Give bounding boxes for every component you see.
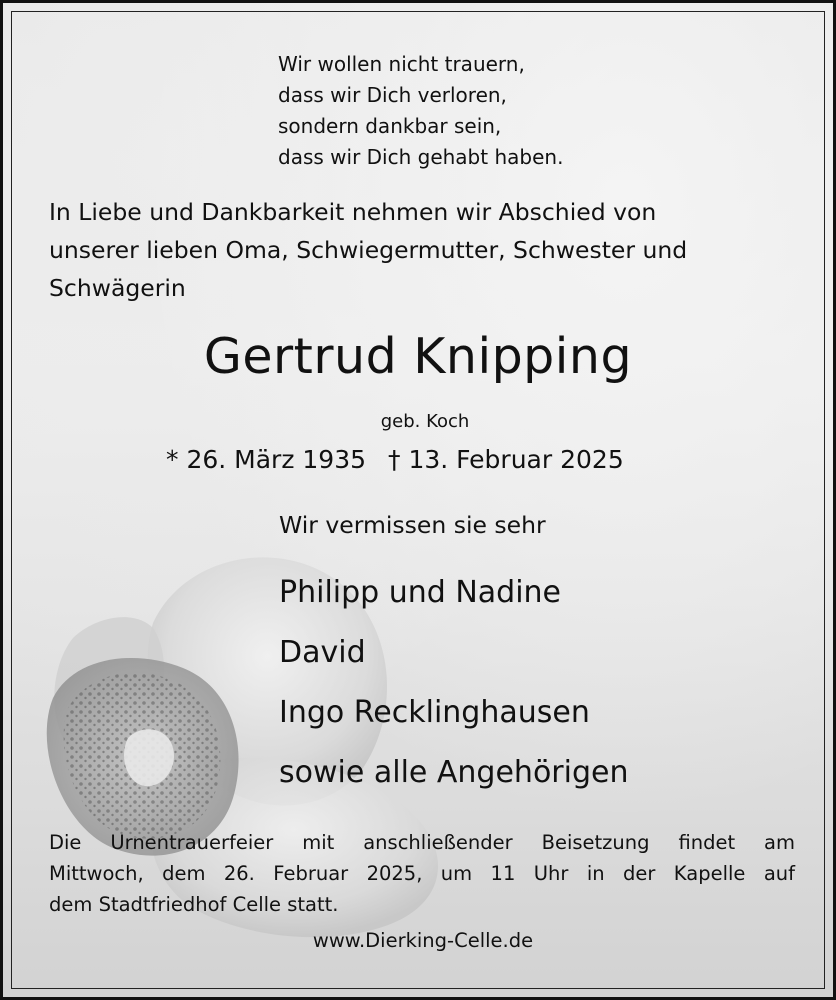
death-date: † 13. Februar 2025: [388, 445, 624, 474]
birth-date: * 26. März 1935: [166, 445, 367, 474]
intro-line: In Liebe und Dankbarkeit nehmen wir Abschied von: [49, 198, 657, 226]
ceremony-line: dem Stadtfriedhof Celle statt.: [49, 893, 339, 916]
mourners-intro: Wir vermissen sie sehr: [279, 511, 546, 539]
ceremony-line: Mittwoch, dem 26. Februar 2025, um 11 Uhr in der Kapelle auf: [49, 862, 795, 885]
intro-line: unserer lieben Oma, Schwiegermutter, Schwester und: [49, 236, 688, 264]
poem-line: Wir wollen nicht trauern,: [278, 52, 525, 76]
poem: [278, 49, 563, 173]
life-dates: [166, 445, 624, 474]
poem-line: sondern dankbar sein,: [278, 114, 502, 138]
poem-line: dass wir Dich verloren,: [278, 83, 507, 107]
mourner-name: David: [279, 635, 366, 670]
mourners-list: [279, 563, 628, 803]
deceased-name: Gertrud Knipping: [203, 328, 633, 385]
funeral-home-website: www.Dierking-Celle.de: [312, 929, 534, 952]
maiden-name: geb. Koch: [380, 411, 470, 432]
ceremony-details: [49, 827, 795, 920]
intro-line: Schwägerin: [49, 274, 186, 302]
mourner-name: Ingo Recklinghausen: [279, 695, 590, 730]
mourner-name: sowie alle Angehörigen: [279, 755, 629, 790]
farewell-intro: [49, 193, 687, 307]
mourner-name: Philipp und Nadine: [279, 575, 562, 610]
poem-line: dass wir Dich gehabt haben.: [278, 145, 564, 169]
ceremony-line: Die Urnentrauerfeier mit anschließender Beisetzung findet am: [49, 831, 795, 854]
